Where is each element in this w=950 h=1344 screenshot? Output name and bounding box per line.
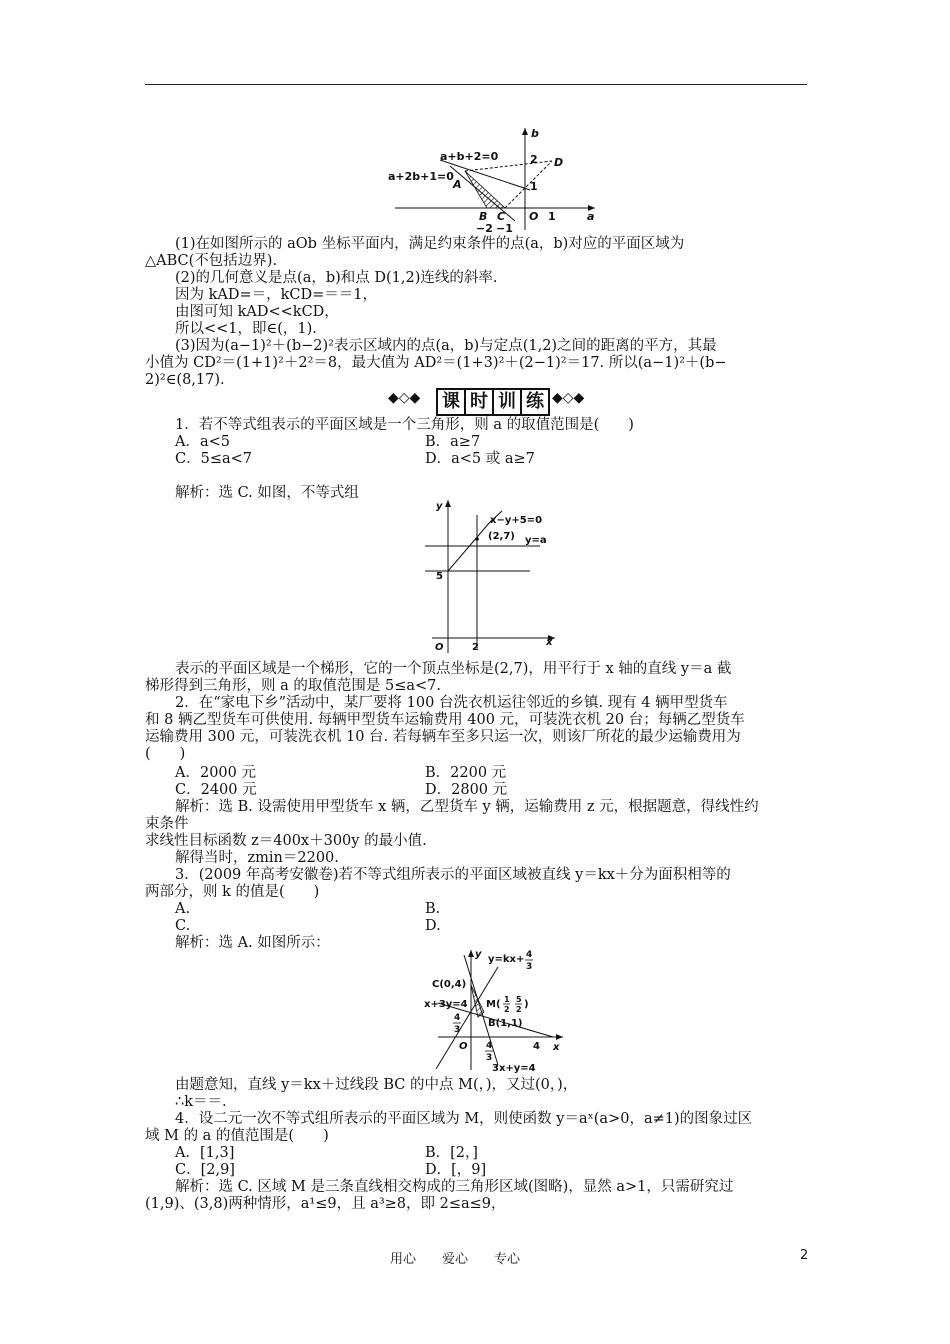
fig2-two: 2 — [472, 642, 479, 653]
q3-option-b: B. — [425, 901, 441, 917]
q4-option-b: B．[2，] — [425, 1145, 478, 1161]
q4-solution-2: (1,9)、(3,8)两种情形，a¹≤9，且 a³≥8，即 2≤a≤9， — [145, 1196, 506, 1212]
q4-stem-2: 域 M 的 a 的值范围是( ) — [145, 1128, 329, 1144]
fig1-O: O — [529, 210, 539, 223]
fig1-xtick-1: 1 — [548, 210, 556, 223]
q1-option-b: B．a≥7 — [425, 434, 481, 450]
sol-line-3: (2)的几何意义是点(a，b)和点 D(1,2)连线的斜率. — [175, 270, 498, 286]
q2-option-d: D．2800 元 — [425, 782, 508, 798]
fig2-O: O — [435, 642, 444, 653]
q3-option-d: D. — [425, 918, 441, 934]
q2-option-a: A．2000 元 — [175, 765, 256, 781]
q4-stem-1: 4．设二元一次不等式组所表示的平面区域为 M，则使函数 y＝aˣ(a>0，a≠1)的图象过区 — [175, 1111, 753, 1127]
fig1-xtick-m2: −2 — [476, 222, 493, 235]
fig3-M: M( — [486, 999, 501, 1010]
q3-stem-2: 两部分，则 k 的值是( ) — [145, 884, 320, 900]
section-char-3: 训 — [492, 388, 522, 416]
fig1-b-axis: b — [531, 127, 539, 140]
q2-stem-3: 运输费用 300 元，可装洗衣机 10 台. 若每辆车至多只运一次，则该厂所花的最少运输费用为 — [145, 729, 741, 745]
q3-solution-line-2: ∴k＝＝. — [175, 1094, 227, 1110]
q2-stem-1: 2．在“家电下乡”活动中，某厂要将 100 台洗衣机运往邻近的乡镇. 现有 4 辆甲型货车 — [175, 695, 728, 711]
q1-solution-line-1: 表示的平面区域是一个梯形，它的一个顶点坐标是(2,7)，用平行于 x 轴的直线 y＝a 截 — [175, 661, 732, 677]
fig3-y: y — [475, 949, 482, 960]
q2-solution-2: 束条件 — [145, 816, 189, 832]
fig3-frac-num: 4 — [526, 950, 533, 960]
fig3-xint-num: 4 — [486, 1041, 493, 1051]
q3-option-c: C. — [175, 918, 191, 934]
fig3-l2: 3x+y=4 — [492, 1063, 536, 1074]
footer-motto: 用心 爱心 专心 — [390, 1252, 521, 1267]
q1-option-d: D．a<5 或 a≥7 — [425, 451, 535, 467]
sol-line-1: (1)在如图所示的 aOb 坐标平面内，满足约束条件的点(a，b)对应的平面区域为 — [175, 236, 685, 252]
sol-line-6: 所以<<1，即∈(，1). — [175, 321, 317, 337]
sol-line-5: 由图可知 kAD<<kCD， — [175, 304, 339, 320]
fig3-l1: x+3y=4 — [424, 999, 468, 1010]
sol-line-8: 小值为 CD²＝(1+1)²＋2²＝8，最大值为 AD²＝(1+3)²＋(2−1)²＝17. 所以(a−1)²＋(b− — [145, 355, 727, 371]
section-char-4: 练 — [520, 388, 550, 416]
fig1-B: B — [479, 210, 488, 223]
fig3-M-v1n: 1 — [504, 995, 510, 1004]
q2-stem-4: ( ) — [145, 746, 186, 762]
fig3-yint-den: 3 — [454, 1025, 461, 1035]
fig1-tick-2: 2 — [530, 153, 538, 166]
sol-line-9: 2)²∈(8,17). — [145, 372, 225, 388]
q2-stem-2: 和 8 辆乙型货车可供使用. 每辆甲型货车运输费用 400 元，可装洗衣机 20 台；每辆乙型货车 — [145, 712, 745, 728]
sol-line-7: (3)因为(a−1)²＋(b−2)²表示区域内的点(a，b)与定点(1,2)之间的距离的平方，其最 — [175, 338, 717, 354]
fig3-four: 4 — [533, 1041, 540, 1052]
fig2-line2: y=a — [525, 535, 547, 546]
fig1-C: C — [497, 210, 506, 223]
page-number: 2 — [800, 1248, 809, 1263]
q2-solution-3: 求线性目标函数 z＝400x＋300y 的最小值. — [145, 833, 427, 849]
q2-option-c: C．2400 元 — [175, 782, 257, 798]
sol-line-4: 因为 kAD=＝，kCD=＝＝1， — [175, 287, 378, 303]
fig2-five: 5 — [436, 571, 443, 582]
fig3-M-v2n: 5 — [516, 995, 522, 1004]
fig3-x: x — [553, 1042, 560, 1053]
fig1-A: A — [453, 178, 462, 191]
q2-solution-4: 解得当时，zmin＝2200. — [175, 850, 339, 866]
fig3-O: O — [459, 1041, 468, 1052]
section-header — [388, 388, 585, 414]
fig3-xint-den: 3 — [486, 1053, 493, 1063]
fig1-D: D — [554, 156, 564, 169]
figure-1-aob-plane — [380, 125, 610, 235]
section-char-2: 时 — [464, 388, 494, 416]
fig3-M-v2d: 2 — [516, 1005, 522, 1014]
q4-option-a: A．[1,3] — [175, 1145, 235, 1161]
fig3-B: B(1,1) — [488, 1018, 523, 1029]
fig3-line: y=kx+ — [488, 954, 525, 965]
fig3-M-v1d: 2 — [504, 1005, 510, 1014]
fig1-tick-1: 1 — [530, 180, 538, 193]
q3-solution-line-1: 由题意知，直线 y＝kx＋过线段 BC 的中点 M(，)，又过(0，)， — [175, 1077, 578, 1093]
section-char-1: 课 — [436, 388, 466, 416]
q4-solution-1: 解析：选 C. 区域 M 是三条直线相交构成的三角形区域(图略)，显然 a>1，只需研究过 — [175, 1179, 734, 1195]
q1-solution-line-2: 梯形得到三角形，则 a 的取值范围是 5≤a<7. — [145, 678, 441, 694]
q2-option-b: B．2200 元 — [425, 765, 507, 781]
q1-stem: 1．若不等式组表示的平面区域是一个三角形，则 a 的取值范围是( ) — [175, 417, 634, 433]
header-rule — [145, 84, 807, 85]
fig3-frac-den: 3 — [526, 962, 533, 972]
q3-stem-1: 3．(2009 年高考安徽卷)若不等式组所表示的平面区域被直线 y＝kx＋分为面积相等的 — [175, 867, 731, 883]
q4-option-d: D．[，9] — [425, 1162, 487, 1178]
fig3-yint-num: 4 — [454, 1013, 461, 1023]
sol-line-2: △ABC(不包括边界). — [145, 253, 278, 269]
diamond-icon-right: ◆◇◆ — [552, 390, 585, 406]
q1-option-c: C．5≤a<7 — [175, 451, 252, 467]
fig1-eq2: a+2b+1=0 — [388, 170, 454, 183]
q3-solution-intro: 解析：选 A. 如图所示： — [175, 935, 330, 951]
fig2-point: (2,7) — [488, 531, 515, 542]
diamond-icon-left: ◆◇◆ — [388, 390, 421, 406]
fig2-line1: x−y+5=0 — [490, 515, 543, 526]
q1-solution-intro: 解析：选 C. 如图，不等式组 — [175, 485, 359, 501]
fig3-M-close: ) — [524, 999, 529, 1010]
q3-option-a: A. — [175, 901, 191, 917]
figure-2-trapezoid — [420, 495, 560, 655]
fig1-a-axis: a — [587, 210, 595, 223]
fig1-xtick-m1: −1 — [496, 222, 513, 235]
q2-solution-1: 解析：选 B. 设需使用甲型货车 x 辆，乙型货车 y 辆，运输费用 z 元，根据题意，得线性约 — [175, 799, 759, 815]
fig2-x: x — [546, 637, 553, 648]
figure-3-region — [418, 945, 568, 1073]
fig2-y: y — [436, 501, 443, 512]
q4-option-c: C．[2,9] — [175, 1162, 235, 1178]
q1-option-a: A．a<5 — [175, 434, 230, 450]
fig1-eq1: a+b+2=0 — [440, 150, 499, 163]
fig3-C: C(0,4) — [432, 979, 467, 990]
